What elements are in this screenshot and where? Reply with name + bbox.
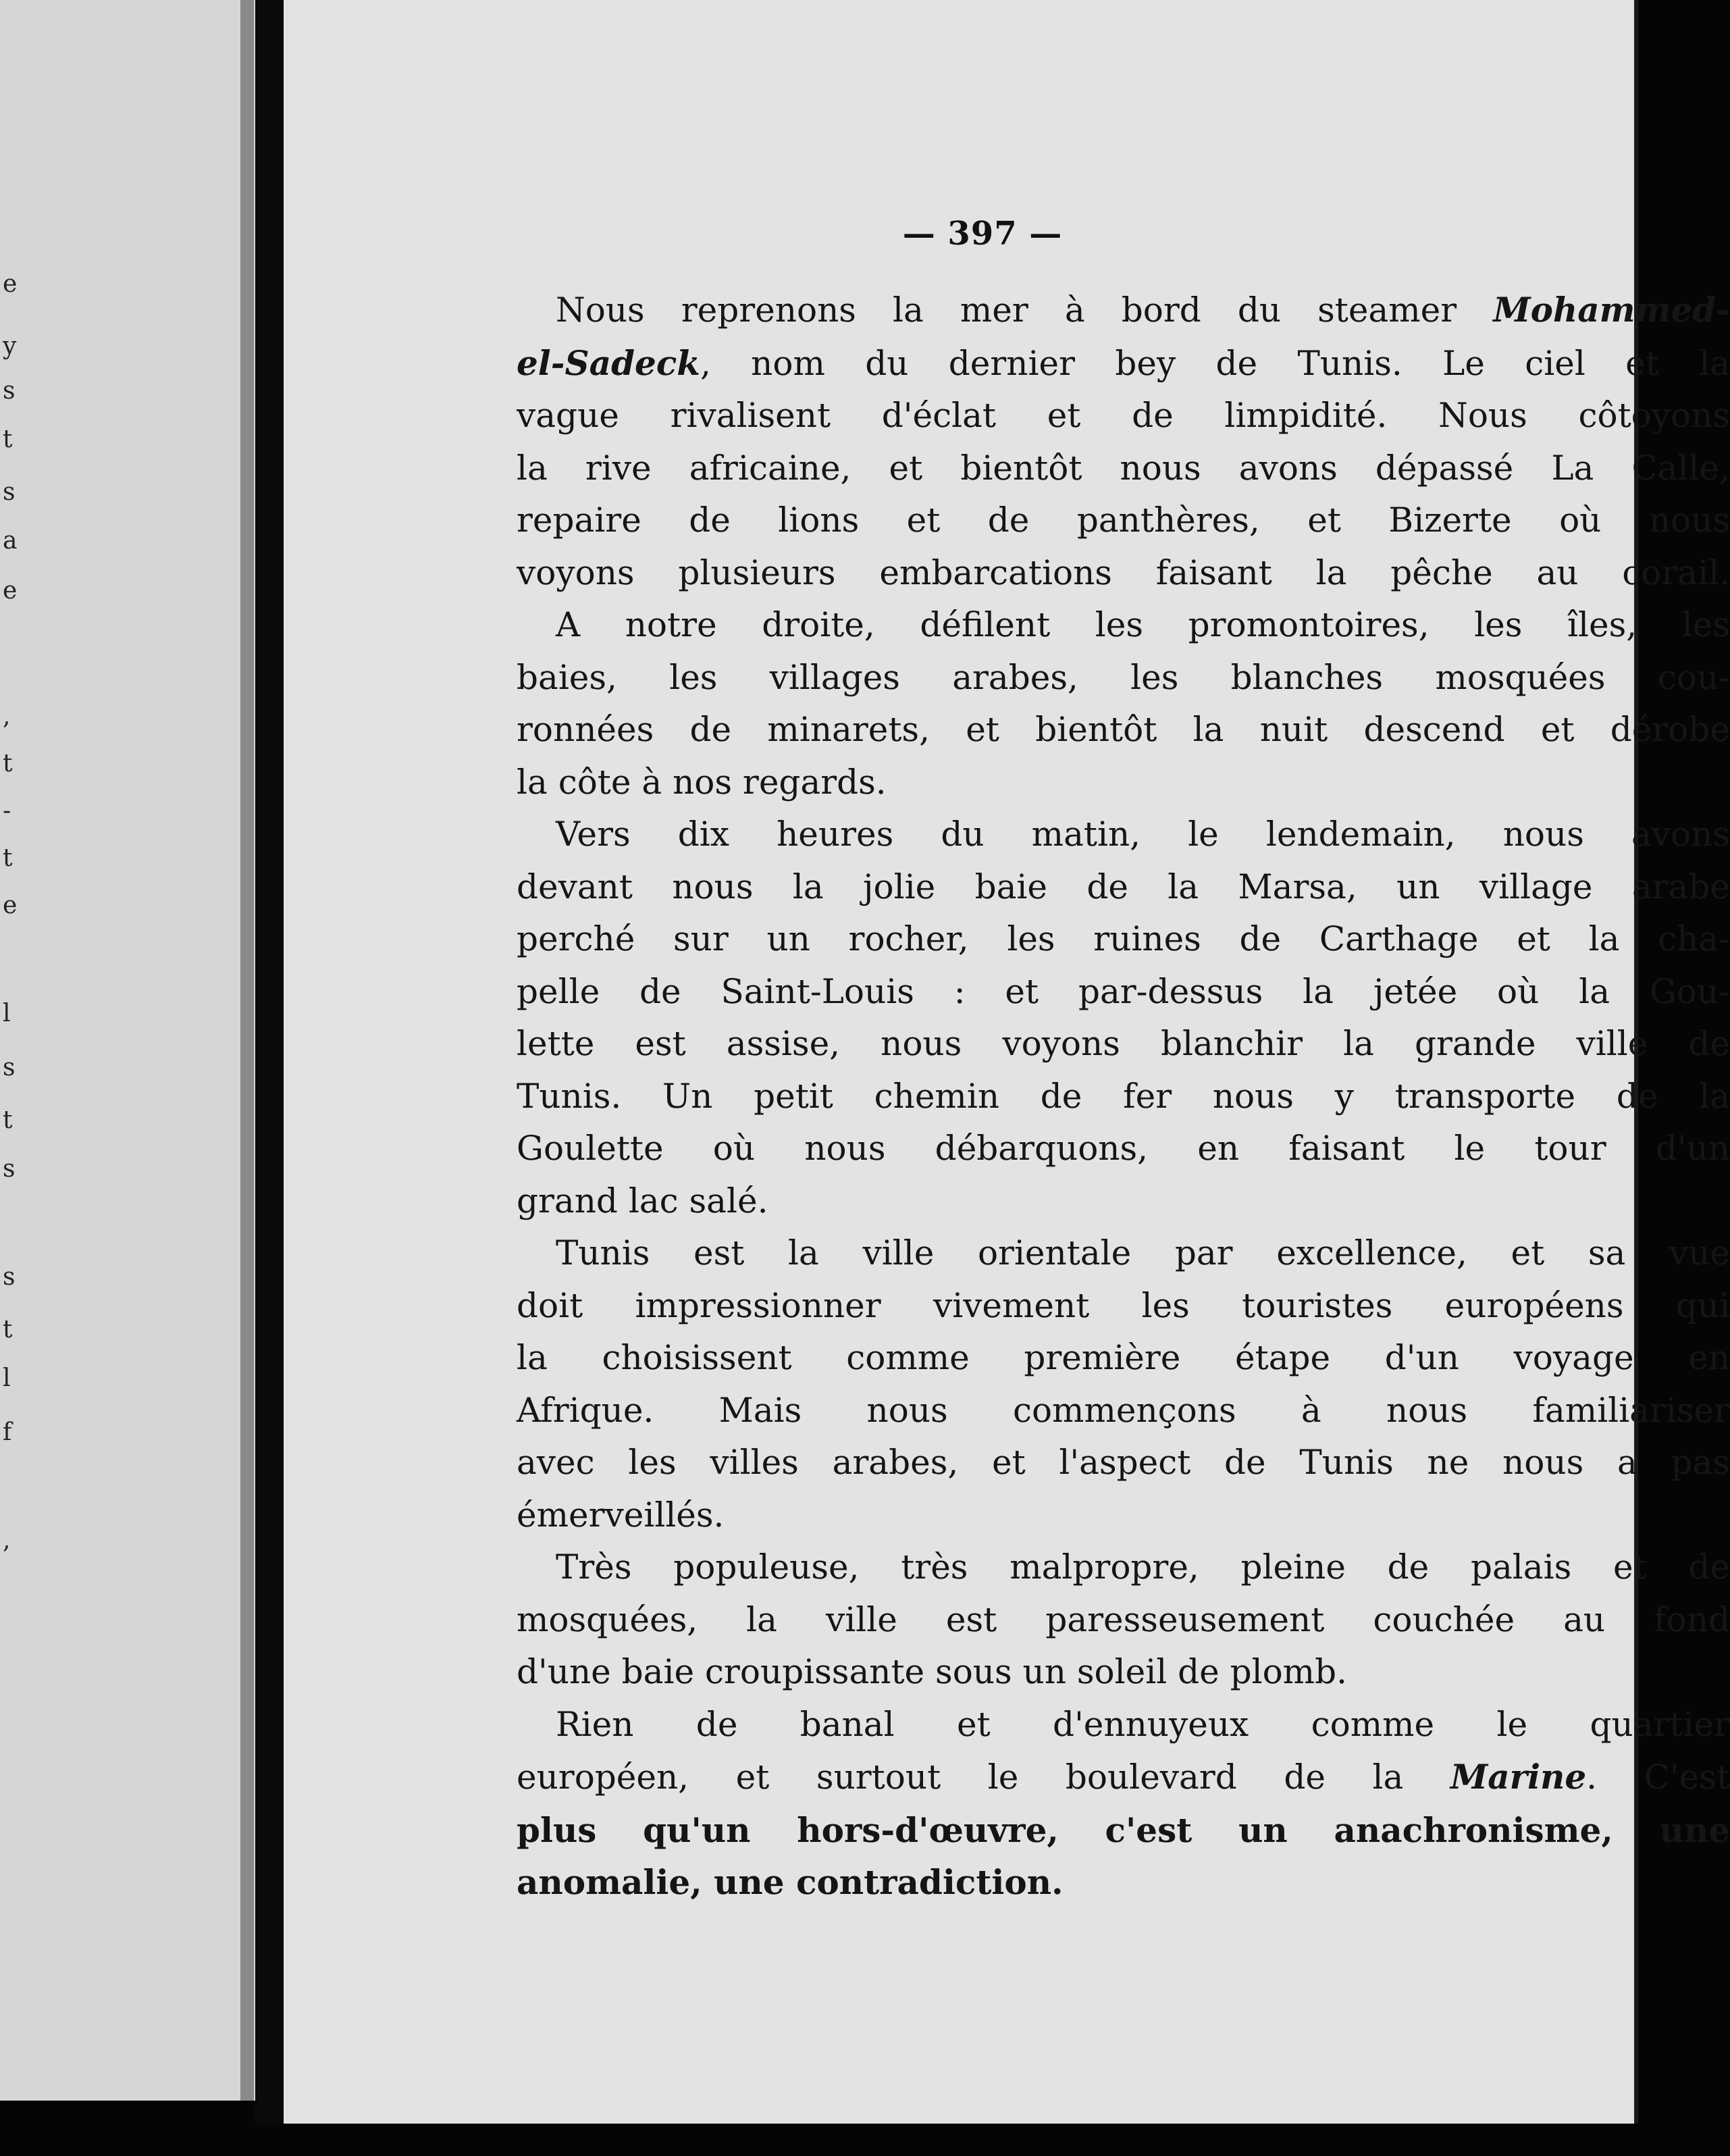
text-line: Rien de banal et d'ennuyeux comme le quartier [556,1704,1730,1744]
text-span: . C'est [1586,1757,1730,1797]
margin-fragment: s [3,478,16,506]
main-page [284,0,1730,2124]
book-spine [255,0,282,2156]
margin-fragment: s [3,377,16,405]
italic-place-name: Marine [1450,1757,1587,1797]
margin-fragment: , [3,702,11,730]
text-line: repaire de lions et de panthères, et Bizerte où nous [517,500,1730,540]
text-line: anomalie, une contradiction. [517,1862,1064,1902]
margin-fragment: l [3,1000,11,1027]
margin-fragment: s [3,1263,16,1291]
facing-page-gutter [240,0,254,2101]
text-line: la rive africaine, et bientôt nous avons dépassé La Calle, [517,448,1730,488]
text-line: d'une baie croupissante sous un soleil de plomb. [517,1652,1347,1691]
paragraph [517,1699,1730,1909]
margin-fragment: a [3,527,18,555]
text-line [517,337,1730,390]
facing-page-edge [0,0,255,2101]
margin-fragment: s [3,1155,16,1183]
text-line: pelle de Saint-Louis : et par-dessus la jetée où la Gou- [517,971,1730,1011]
text-span: européen, et surtout le boulevard de la [517,1757,1450,1797]
margin-fragment: t [3,1316,13,1343]
margin-fragment: e [3,270,18,298]
margin-fragment: t [3,1106,13,1134]
body-text [517,284,1730,1909]
paragraph [517,808,1730,1227]
italic-ship-name: Mohammed- [1493,290,1730,330]
margin-fragment: y [3,332,17,360]
text-span: , nom du dernier bey de Tunis. Le ciel et la [700,343,1730,383]
text-line: avec les villes arabes, et l'aspect de Tunis ne nous a pas [517,1443,1730,1482]
text-line: Goulette où nous débarquons, en faisant le tour d'un [517,1129,1730,1168]
margin-fragment: t [3,426,13,453]
text-line: doit impressionner vivement les touristes européens qui [517,1285,1730,1325]
text-line: Afrique. Mais nous commençons à nous familiariser [517,1390,1730,1430]
text-line [517,1751,1730,1804]
text-line: Tunis. Un petit chemin de fer nous y transporte de la [517,1076,1730,1116]
page-number: — 397 — [902,215,1063,253]
text-line: voyons plusieurs embarcations faisant la pêche au corail. [517,553,1730,592]
scan-bottom-border [0,2124,1656,2156]
text-line [517,284,1730,337]
text-line: Vers dix heures du matin, le lendemain, nous avons [556,815,1730,854]
text-line: la choisissent comme première étape d'un voyage en [517,1338,1730,1377]
paragraph [517,1541,1730,1699]
text-line: Très populeuse, très malpropre, pleine de palais et de [556,1547,1730,1587]
margin-fragment: - [3,797,11,825]
text-line: vague rivalisent d'éclat et de limpidité. Nous côtoyons [517,396,1730,435]
text-line: devant nous la jolie baie de la Marsa, un village arabe [517,867,1730,906]
paragraph [517,284,1730,599]
text-span: Nous reprenons la mer à bord du steamer [556,290,1494,330]
margin-fragment: l [3,1364,11,1392]
text-line: lette est assise, nous voyons blanchir la grande ville de [517,1024,1730,1063]
text-line: mosquées, la ville est paresseusement couchée au fond [517,1599,1730,1639]
margin-fragment: f [3,1418,12,1446]
margin-fragment: s [3,1054,16,1081]
paragraph [517,599,1730,808]
margin-fragment: e [3,577,18,605]
margin-fragment: t [3,750,13,777]
italic-ship-name: el-Sadeck [517,342,700,383]
text-line: plus qu'un hors-d'œuvre, c'est un anachronisme, une [517,1810,1730,1850]
text-line: perché sur un rocher, les ruines de Carthage et la cha- [517,919,1730,958]
text-line: Tunis est la ville orientale par excellence, et sa vue [556,1233,1730,1273]
paragraph [517,1227,1730,1541]
text-line: baies, les villages arabes, les blanches mosquées cou- [517,657,1730,697]
text-line: ronnées de minarets, et bientôt la nuit descend et dérobe [517,710,1730,749]
text-line: émerveillés. [517,1495,725,1535]
text-line: grand lac salé. [517,1181,768,1221]
text-line: A notre droite, défilent les promontoires, les îles, les [556,605,1730,644]
margin-fragment: t [3,844,13,872]
margin-fragment: , [3,1526,11,1554]
margin-fragment: e [3,892,18,919]
text-line: la côte à nos regards. [517,762,887,802]
